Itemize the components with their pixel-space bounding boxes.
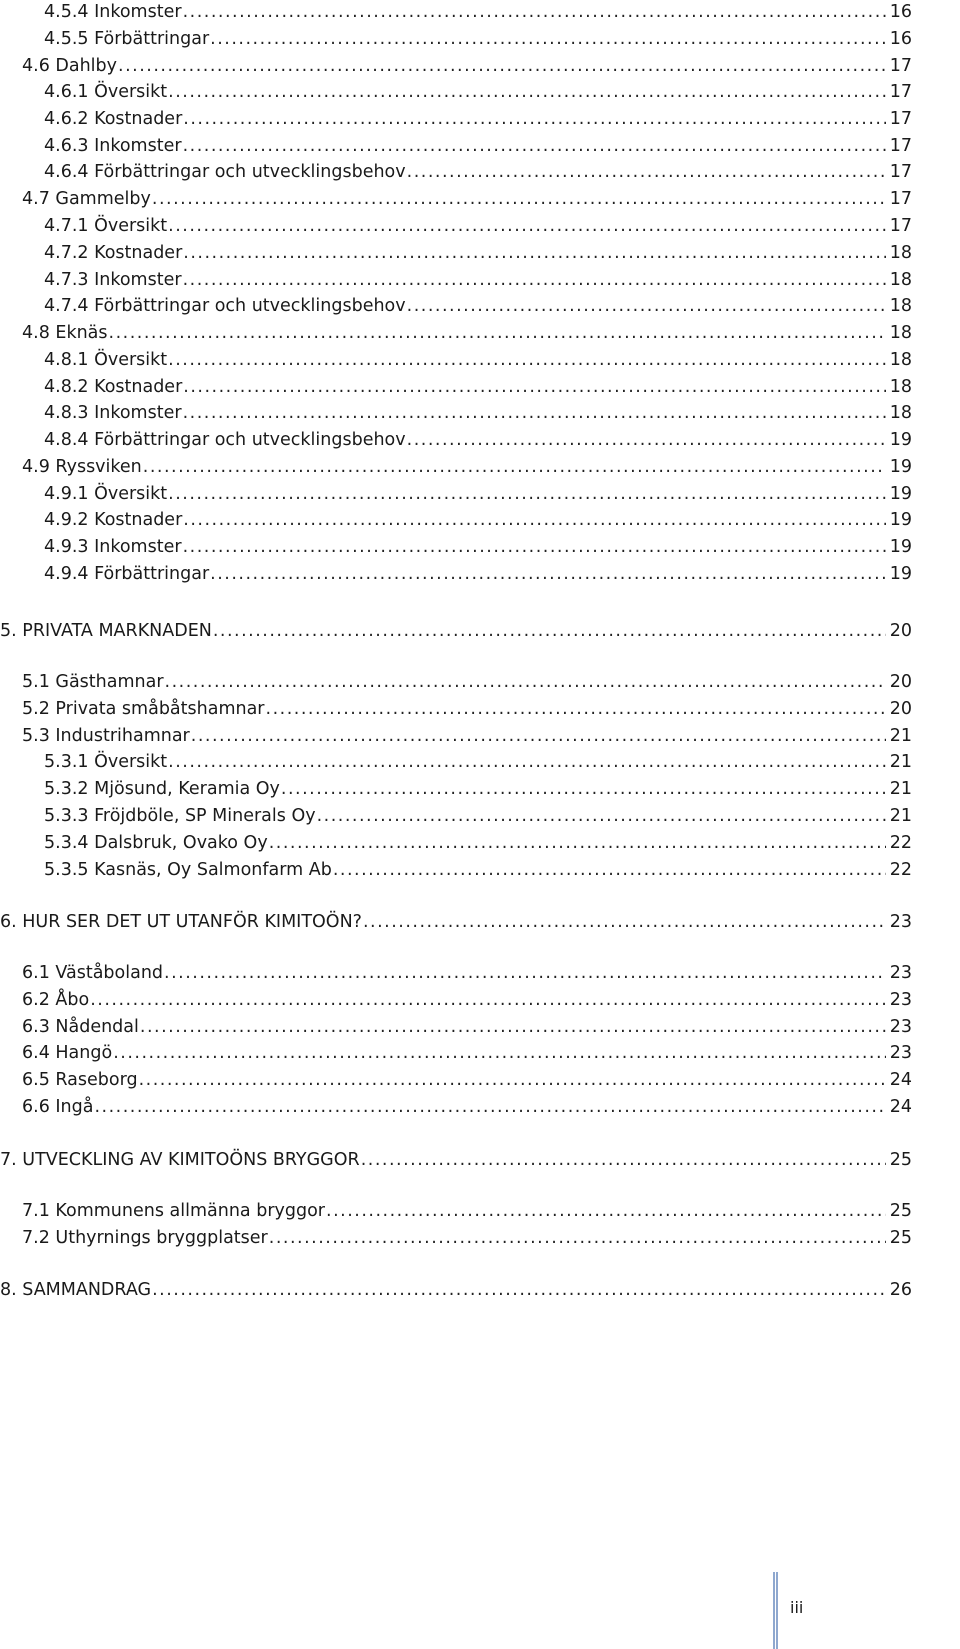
toc-entry[interactable] [22, 453, 912, 481]
toc-entry[interactable] [44, 212, 912, 240]
toc-entry[interactable] [44, 829, 912, 857]
toc-entry-page-number: 17 [889, 162, 912, 182]
toc-entry-label: 4.8.2 Kostnader [44, 377, 183, 397]
toc-dot-leader [361, 1146, 886, 1174]
toc-entry-page-number: 18 [889, 270, 912, 290]
toc-entry-page-number: 18 [889, 243, 912, 263]
toc-dot-leader [168, 748, 886, 776]
toc-entry-label: 8. SAMMANDRAG [0, 1280, 152, 1300]
toc-entry[interactable] [44, 266, 912, 294]
toc-dot-leader [152, 185, 886, 213]
toc-dot-leader [183, 533, 886, 561]
toc-entry-page-number: 22 [889, 860, 912, 880]
toc-entry-page-number: 19 [889, 564, 912, 584]
toc-entry[interactable] [44, 802, 912, 830]
toc-entry[interactable] [44, 775, 912, 803]
toc-entry-label: 4.8 Eknäs [22, 323, 108, 343]
toc-dot-leader [118, 52, 886, 80]
toc-entry-label: 4.6.2 Kostnader [44, 109, 183, 129]
toc-dot-leader [407, 426, 886, 454]
toc-dot-leader [164, 959, 886, 987]
toc-dot-leader [183, 266, 886, 294]
toc-entry[interactable] [44, 132, 912, 160]
toc-dot-leader [109, 319, 886, 347]
toc-dot-leader [140, 1013, 886, 1041]
toc-entry[interactable] [0, 1276, 912, 1304]
toc-entry-label: 4.8.1 Översikt [44, 350, 168, 370]
toc-dot-leader [317, 802, 886, 830]
toc-dot-leader [213, 617, 886, 645]
toc-entry-label: 4.9.3 Inkomster [44, 537, 182, 557]
toc-entry-label: 6.4 Hangö [22, 1043, 113, 1063]
toc-dot-leader [281, 775, 886, 803]
toc-dot-leader [113, 1039, 886, 1067]
toc-entry-page-number: 19 [889, 484, 912, 504]
toc-entry[interactable] [44, 426, 912, 454]
toc-entry-page-number: 18 [889, 323, 912, 343]
toc-entry[interactable] [22, 1197, 912, 1225]
toc-entry-label: 4.6.1 Översikt [44, 82, 168, 102]
toc-entry-page-number: 23 [889, 1017, 912, 1037]
toc-entry-label: 4.5.5 Förbättringar [44, 29, 210, 49]
toc-entry-page-number: 24 [889, 1070, 912, 1090]
toc-dot-leader [165, 668, 886, 696]
toc-entry-label: 5.2 Privata småbåtshamnar [22, 699, 265, 719]
toc-entry[interactable] [22, 1066, 912, 1094]
toc-entry[interactable] [22, 722, 912, 750]
toc-entry[interactable] [44, 292, 912, 320]
toc-entry-page-number: 19 [889, 537, 912, 557]
toc-entry-label: 4.6 Dahlby [22, 56, 118, 76]
toc-dot-leader [407, 158, 886, 186]
toc-dot-leader [168, 212, 886, 240]
toc-entry[interactable] [0, 617, 912, 645]
toc-entry-label: 5.3.2 Mjösund, Keramia Oy [44, 779, 280, 799]
toc-entry-page-number: 17 [889, 82, 912, 102]
toc-entry-label: 7.2 Uthyrnings bryggplatser [22, 1228, 268, 1248]
toc-dot-leader [269, 1224, 886, 1252]
toc-entry[interactable] [22, 695, 912, 723]
toc-entry[interactable] [44, 78, 912, 106]
toc-entry-page-number: 20 [889, 621, 912, 641]
toc-dot-leader [210, 560, 886, 588]
toc-entry-label: 4.6.3 Inkomster [44, 136, 182, 156]
toc-entry-label: 6.6 Ingå [22, 1097, 94, 1117]
toc-entry-page-number: 20 [889, 672, 912, 692]
toc-dot-leader [168, 480, 886, 508]
toc-entry[interactable] [44, 480, 912, 508]
toc-dot-leader [152, 1276, 886, 1304]
toc-dot-leader [143, 453, 886, 481]
toc-entry[interactable] [44, 105, 912, 133]
toc-entry-page-number: 23 [889, 990, 912, 1010]
toc-entry-page-number: 19 [889, 457, 912, 477]
toc-entry[interactable] [44, 0, 912, 26]
toc-dot-leader [183, 373, 885, 401]
toc-entry[interactable] [44, 158, 912, 186]
toc-entry-label: 6.2 Åbo [22, 990, 90, 1010]
toc-entry-page-number: 18 [889, 377, 912, 397]
toc-entry[interactable] [44, 856, 912, 884]
toc-entry-page-number: 25 [889, 1150, 912, 1170]
toc-entry[interactable] [22, 185, 912, 213]
toc-dot-leader [183, 0, 886, 26]
toc-entry-label: 4.5.4 Inkomster [44, 2, 182, 22]
toc-entry-page-number: 19 [889, 430, 912, 450]
toc-entry-page-number: 21 [889, 726, 912, 746]
toc-entry-label: 6.3 Nådendal [22, 1017, 139, 1037]
toc-entry-page-number: 21 [889, 779, 912, 799]
toc-entry-page-number: 23 [889, 912, 912, 932]
toc-entry-label: 5.3.1 Översikt [44, 752, 168, 772]
toc-entry-label: 6.5 Raseborg [22, 1070, 138, 1090]
toc-entry-page-number: 17 [889, 136, 912, 156]
toc-dot-leader [90, 986, 886, 1014]
toc-entry[interactable] [0, 908, 912, 936]
toc-entry-page-number: 23 [889, 1043, 912, 1063]
toc-entry-label: 4.7.1 Översikt [44, 216, 168, 236]
toc-entry-label: 5. PRIVATA MARKNADEN [0, 621, 212, 641]
toc-entry-page-number: 25 [889, 1201, 912, 1221]
toc-entry[interactable] [44, 239, 912, 267]
toc-entry-page-number: 21 [889, 806, 912, 826]
toc-entry[interactable] [44, 533, 912, 561]
toc-entry-page-number: 17 [889, 216, 912, 236]
toc-entry-label: 4.6.4 Förbättringar och utvecklingsbehov [44, 162, 406, 182]
toc-entry[interactable] [44, 748, 912, 776]
toc-entry[interactable] [44, 373, 912, 401]
toc-entry[interactable] [44, 560, 912, 588]
toc-entry-label: 5.3.4 Dalsbruk, Ovako Oy [44, 833, 268, 853]
toc-dot-leader [191, 722, 886, 750]
toc-entry[interactable] [22, 1039, 912, 1067]
footer-page-number: iii [790, 1598, 804, 1617]
toc-entry[interactable] [22, 959, 912, 987]
toc-entry-page-number: 18 [889, 296, 912, 316]
toc-entry-label: 5.3.5 Kasnäs, Oy Salmonfarm Ab [44, 860, 332, 880]
toc-dot-leader [326, 1197, 886, 1225]
toc-entry-label: 5.1 Gästhamnar [22, 672, 164, 692]
toc-entry-page-number: 18 [889, 350, 912, 370]
toc-dot-leader [266, 695, 886, 723]
toc-entry-page-number: 23 [889, 963, 912, 983]
toc-entry[interactable] [44, 25, 912, 53]
toc-dot-leader [183, 506, 885, 534]
toc-entry[interactable] [22, 1093, 912, 1121]
toc-entry-label: 4.7.3 Inkomster [44, 270, 182, 290]
toc-entry-page-number: 17 [889, 189, 912, 209]
toc-entry-label: 5.3 Industrihamnar [22, 726, 190, 746]
toc-entry[interactable] [22, 986, 912, 1014]
toc-entry-page-number: 19 [889, 510, 912, 530]
toc-dot-leader [139, 1066, 886, 1094]
toc-entry-label: 5.3.3 Fröjdböle, SP Minerals Oy [44, 806, 316, 826]
toc-dot-leader [168, 346, 886, 374]
toc-dot-leader [407, 292, 886, 320]
toc-dot-leader [363, 908, 886, 936]
toc-entry-page-number: 21 [889, 752, 912, 772]
toc-dot-leader [94, 1093, 885, 1121]
toc-entry-label: 4.7.2 Kostnader [44, 243, 183, 263]
toc-dot-leader [210, 25, 886, 53]
toc-entry-label: 4.9.4 Förbättringar [44, 564, 210, 584]
toc-entry[interactable] [22, 1013, 912, 1041]
toc-entry[interactable] [44, 506, 912, 534]
toc-entry-page-number: 20 [889, 699, 912, 719]
toc-entry-label: 4.8.4 Förbättringar och utvecklingsbehov [44, 430, 406, 450]
toc-dot-leader [183, 105, 885, 133]
toc-entry[interactable] [44, 346, 912, 374]
toc-dot-leader [168, 78, 886, 106]
toc-entry[interactable] [22, 319, 912, 347]
toc-entry-label: 6. HUR SER DET UT UTANFÖR KIMITOÖN? [0, 912, 362, 932]
toc-entry-page-number: 22 [889, 833, 912, 853]
toc-entry-label: 4.7 Gammelby [22, 189, 151, 209]
toc-entry[interactable] [44, 399, 912, 427]
toc-entry-label: 4.7.4 Förbättringar och utvecklingsbehov [44, 296, 406, 316]
toc-entry-page-number: 25 [889, 1228, 912, 1248]
toc-entry-page-number: 18 [889, 403, 912, 423]
toc-dot-leader [183, 399, 886, 427]
toc-entry[interactable] [0, 1146, 912, 1174]
toc-entry-label: 7.1 Kommunens allmänna bryggor [22, 1201, 325, 1221]
toc-entry-page-number: 24 [889, 1097, 912, 1117]
toc-entry-label: 4.9.2 Kostnader [44, 510, 183, 530]
toc-entry[interactable] [22, 52, 912, 80]
toc-entry-label: 7. UTVECKLING AV KIMITOÖNS BRYGGOR [0, 1150, 360, 1170]
toc-dot-leader [269, 829, 886, 857]
toc-entry-label: 4.9 Ryssviken [22, 457, 142, 477]
toc-entry[interactable] [22, 668, 912, 696]
toc-dot-leader [333, 856, 886, 884]
toc-entry-page-number: 17 [889, 56, 912, 76]
toc-entry-label: 4.8.3 Inkomster [44, 403, 182, 423]
footer-divider [773, 1572, 778, 1649]
toc-entry-page-number: 17 [889, 109, 912, 129]
toc-dot-leader [183, 239, 885, 267]
toc-entry[interactable] [22, 1224, 912, 1252]
toc-entry-page-number: 26 [889, 1280, 912, 1300]
toc-entry-page-number: 16 [889, 29, 912, 49]
toc-entry-label: 4.9.1 Översikt [44, 484, 168, 504]
toc-dot-leader [183, 132, 886, 160]
toc-entry-label: 6.1 Väståboland [22, 963, 164, 983]
toc-entry-page-number: 16 [889, 2, 912, 22]
